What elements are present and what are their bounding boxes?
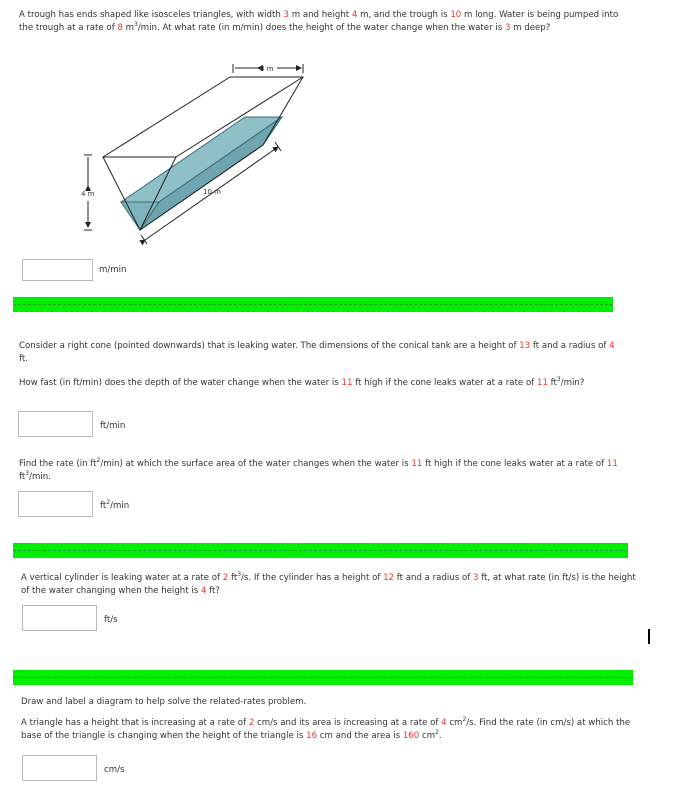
q1-width-value: 3	[283, 10, 289, 20]
q3-answer-input[interactable]	[22, 605, 97, 631]
q1-unit-label: m/min	[99, 265, 127, 275]
q2b-unit-label: $ft^2/\min$	[100, 499, 130, 511]
q3-text: A vertical cylinder is leaking water at a rate of 2 $ft^3/s$. If the cylinder has a height of 12 ft and a radius of 3 ft, at what rate (in ft/s) is the height of the water changing when the height is 4 ft?	[21, 571, 636, 596]
q3-height-value: 12	[383, 573, 395, 583]
q1-length-value: 10	[450, 10, 462, 20]
width-label: 3 m	[260, 65, 274, 73]
q2b-text: Find the rate (in $ft^2/\min$) at which the surface area of the water changes when the water is 11 ft high if the cone leaks water at a rate of 11 $ft^3/\min$.	[19, 457, 618, 482]
q4-height-value: 16	[306, 731, 318, 741]
q3-radius-value: 3	[472, 573, 479, 583]
section-divider-3	[13, 670, 633, 685]
q2a-rate-value: 11	[536, 378, 548, 388]
height-label: 4 m	[81, 190, 95, 198]
water-surface	[121, 117, 282, 202]
q4-unit-label: cm/s	[104, 765, 125, 775]
water-bottom	[140, 117, 282, 230]
section-divider-2	[13, 543, 628, 558]
q1-answer-input[interactable]	[22, 259, 93, 281]
q2a-level-value: 11	[341, 378, 353, 388]
q4-area-rate-value: 4	[441, 718, 447, 728]
q1-text: A trough has ends shaped like isosceles triangles, with width 3 m and height 4 m, and the trough is 10 m long. Water is being pumped into the trough at a rate of 8 $m^3/\min$. At what rate (in m/min) does the height of the water change when the water is 3 m deep?	[19, 10, 619, 33]
q4-text: A triangle has a height that is increasing at a rate of 2 cm/s and its area is increasing at a rate of 4 $cm^2/s$. Find the rate (in cm/s) at which the base of the triangle is changing when the height of the triangle is 16 cm and the area is 160 $cm^2$.	[21, 716, 631, 741]
length-label: 10 m	[203, 188, 221, 196]
q4-area-value: 160	[402, 731, 420, 741]
q2a-unit-label: ft/min	[100, 421, 126, 431]
q2-height-value: 13	[519, 341, 531, 351]
q3-level-value: 4	[200, 586, 207, 596]
q1-height-value: 4	[351, 10, 358, 20]
q2-radius-value: 4	[609, 341, 615, 351]
q1-depth-value: 3	[504, 23, 511, 33]
q2b-answer-input[interactable]	[18, 491, 93, 517]
q2a-text: How fast (in ft/min) does the depth of the water change when the water is 11 ft high if the cone leaks water at a rate of 11 $ft^3/\min$?	[19, 376, 585, 388]
q2b-level-value: 11	[411, 459, 423, 469]
q4-answer-input[interactable]	[22, 755, 97, 781]
q2b-rate-value: 11	[606, 459, 618, 469]
q3-rate-value: 2	[222, 573, 229, 583]
section-divider-1	[13, 297, 613, 312]
q1-rate-value: 8	[117, 23, 123, 33]
text-cursor	[648, 629, 650, 644]
q2-intro: Consider a right cone (pointed downwards) that is leaking water. The dimensions of the conical tank are a height of 13 ft and a radius of 4 ft.	[19, 341, 615, 364]
q4-instruction: Draw and label a diagram to help solve the related-rates problem.	[21, 697, 307, 707]
q3-unit-label: ft/s	[104, 615, 118, 625]
q2a-answer-input[interactable]	[18, 411, 93, 437]
q4-height-rate-value: 2	[248, 718, 255, 728]
trough-diagram	[75, 60, 325, 245]
